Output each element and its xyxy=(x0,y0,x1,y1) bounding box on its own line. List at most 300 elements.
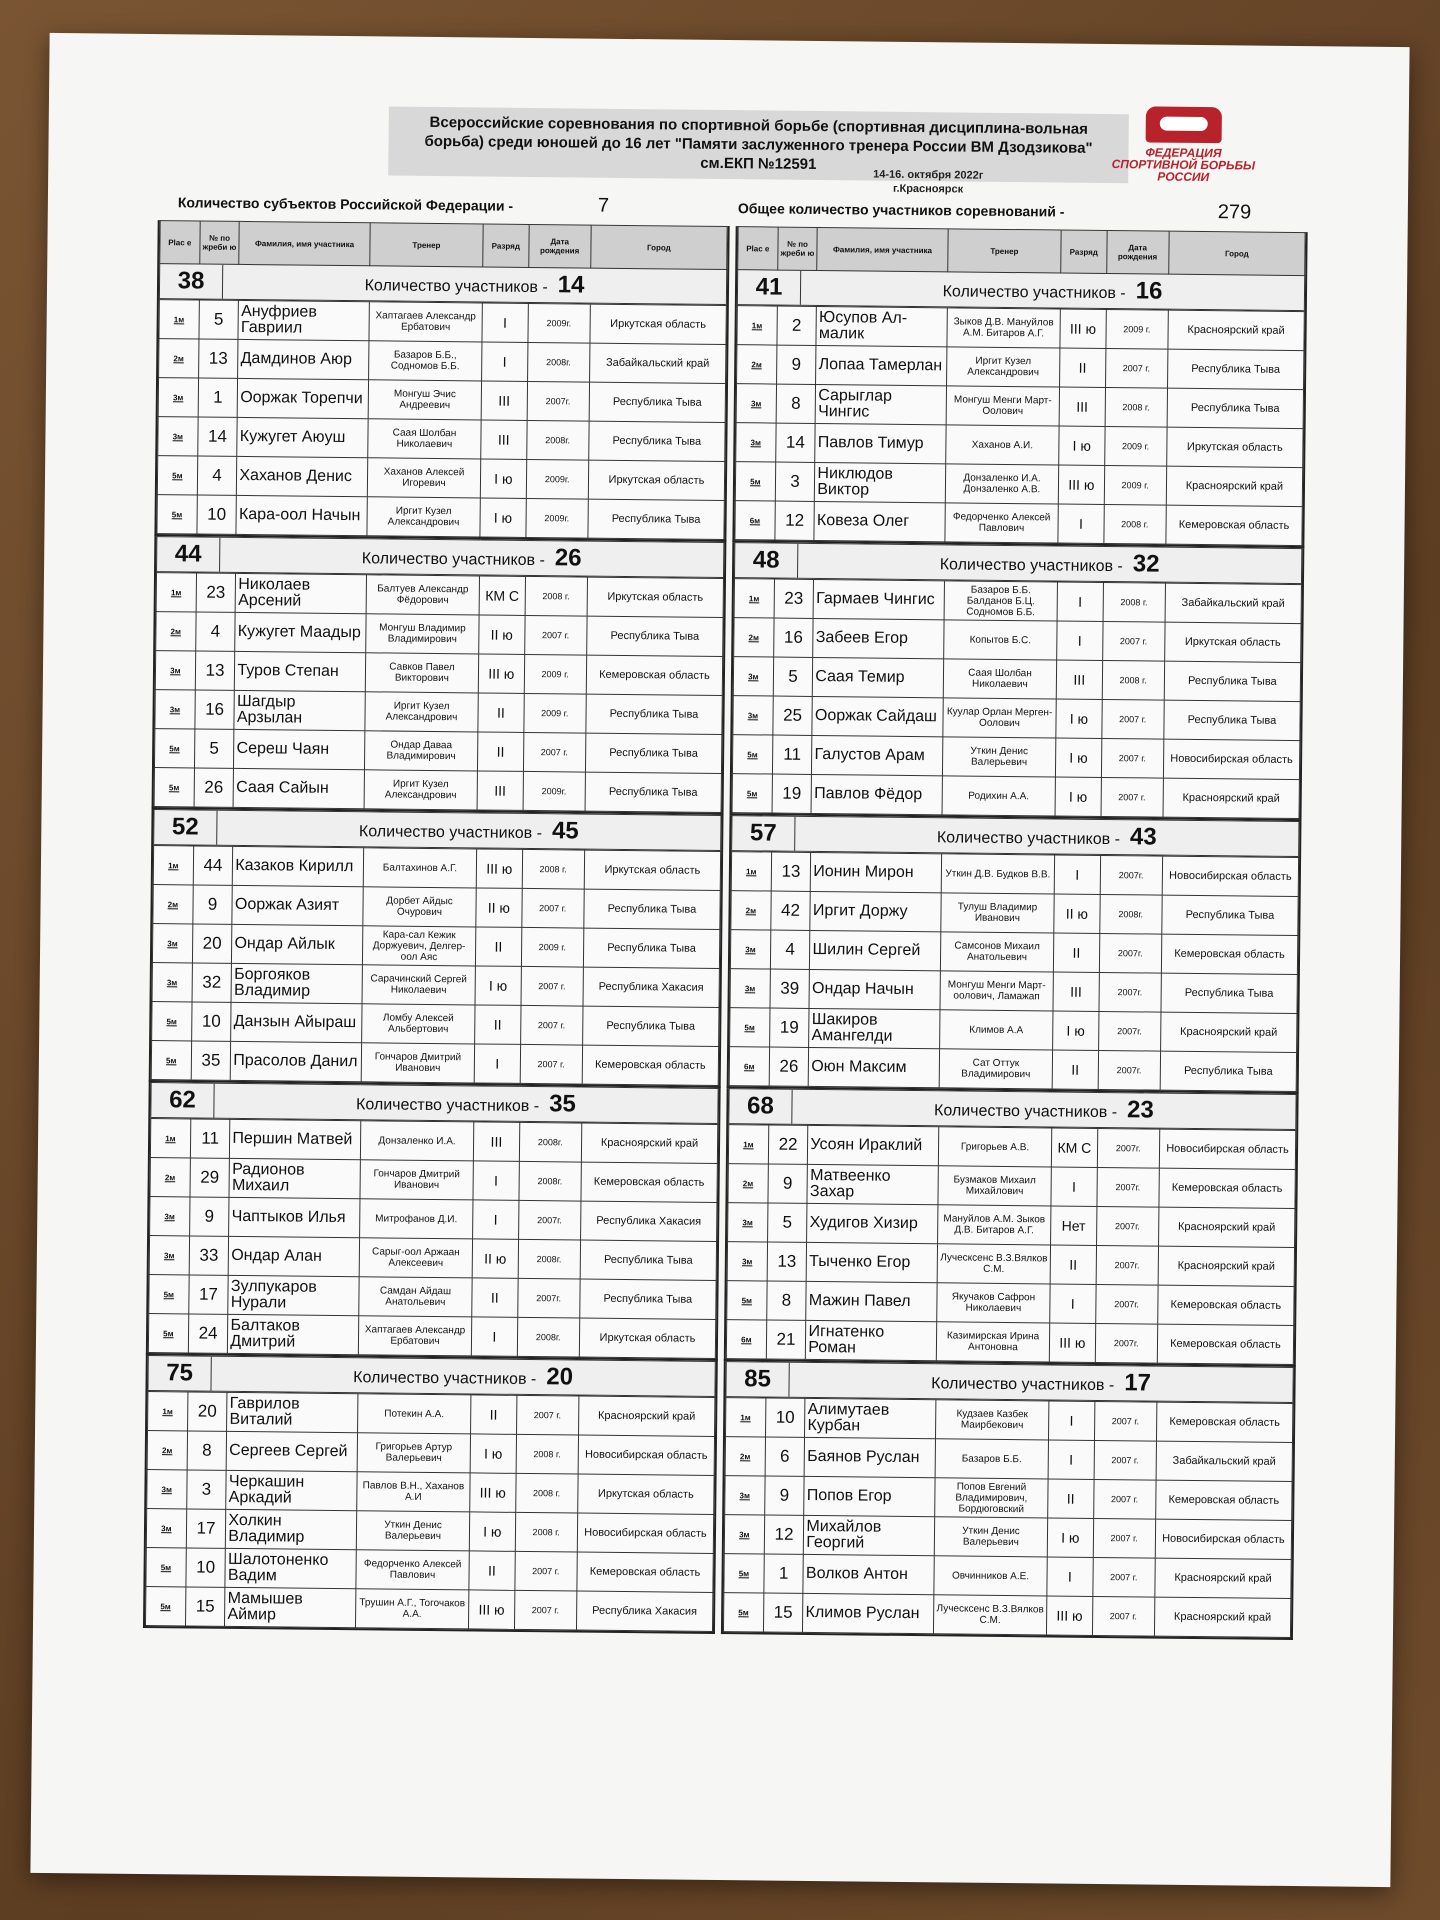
city-cell: Новосибирская область xyxy=(578,1435,715,1475)
birth-date-cell: 2009 г. xyxy=(1104,426,1167,466)
city-cell: Кемеровская область xyxy=(1156,1480,1293,1520)
draw-number-cell: 35 xyxy=(191,1041,231,1080)
rank-cell: II ю xyxy=(1054,894,1100,933)
city-cell: Республика Тыва xyxy=(585,772,722,812)
participants-count-value: 32 xyxy=(1132,550,1160,578)
count-label: Количество участников - xyxy=(361,550,545,570)
draw-number-cell: 6 xyxy=(765,1437,805,1476)
table-row xyxy=(153,885,720,930)
coach-cell: Монгуш Менги Март-оолович, Ламажап xyxy=(940,971,1054,1011)
city-cell: Республика Тыва xyxy=(1160,1051,1297,1091)
city-cell: Иркутская область xyxy=(584,850,721,890)
table-header-row xyxy=(160,221,727,270)
birth-date-cell: 2008 г. xyxy=(515,1512,578,1552)
table-row xyxy=(159,300,726,345)
rank-cell: II xyxy=(1052,1050,1098,1089)
draw-number-cell: 17 xyxy=(188,1275,228,1314)
draw-number-cell: 19 xyxy=(772,774,812,813)
place-cell: 5м xyxy=(723,1593,763,1632)
city-cell: Кемеровская область xyxy=(577,1552,714,1592)
place-cell: 1м xyxy=(734,579,774,618)
city-cell: Кемеровская область xyxy=(586,655,723,695)
coach-cell: Уткин Д.В. Будков В.В. xyxy=(941,854,1055,894)
subjects-count xyxy=(177,194,610,217)
category-header-cell xyxy=(159,264,726,306)
weight-class: 62 xyxy=(151,1083,214,1118)
category-header xyxy=(160,264,726,305)
draw-number-cell: 12 xyxy=(775,501,815,540)
city-cell: Кемеровская область xyxy=(1157,1324,1294,1364)
results-sheet xyxy=(30,33,1409,1887)
place-cell: 1м xyxy=(159,300,199,339)
table-row xyxy=(731,891,1298,936)
weight-category-block xyxy=(149,809,724,1088)
place-cell: 2м xyxy=(156,612,196,651)
rank-cell: II xyxy=(469,1551,515,1590)
coach-cell: Саая Шолбан Николаевич xyxy=(368,419,482,459)
athlete-name-cell: Балтаков Дмитрий xyxy=(228,1314,359,1354)
city-cell: Новосибирская область xyxy=(577,1513,714,1553)
participants-count-label xyxy=(801,274,1304,307)
rank-cell: II xyxy=(471,1395,517,1434)
table-row xyxy=(723,1593,1290,1638)
coach-cell: Донзаленко И.А. xyxy=(360,1121,474,1161)
athlete-name-cell: Ооржак Сайдаш xyxy=(812,696,943,736)
table-row xyxy=(159,339,726,384)
table-row xyxy=(737,306,1304,351)
table-row xyxy=(147,1431,714,1476)
place-cell: 3м xyxy=(725,1476,765,1515)
city-cell: Республика Тыва xyxy=(1164,661,1301,701)
city-cell: Кемеровская область xyxy=(1161,934,1298,974)
place-cell: 1м xyxy=(150,1119,190,1158)
athlete-name-cell: Михайлов Георгий xyxy=(804,1515,935,1555)
city-cell: Иркутская область xyxy=(587,577,724,617)
coach-cell: Федорченко Алексей Павлович xyxy=(356,1550,470,1590)
coach-cell: Монгуш Владимир Владимирович xyxy=(365,614,479,654)
birth-date-cell: 2007 г. xyxy=(516,1395,579,1435)
birth-date-cell: 2007 г. xyxy=(1101,699,1164,739)
table-row xyxy=(152,963,719,1008)
coach-cell: Гончаров Дмитрий Иванович xyxy=(360,1160,474,1200)
city-cell: Иркутская область xyxy=(579,1318,716,1358)
rank-cell: III ю xyxy=(1060,309,1106,348)
coach-cell: Хаптагаев Александр Ербатович xyxy=(358,1316,472,1356)
birth-date-cell: 2007 г. xyxy=(521,888,584,928)
coach-cell: Казимирская Ирина Антоновна xyxy=(936,1322,1050,1362)
rank-cell: I ю xyxy=(1053,1011,1099,1050)
place-cell: 3м xyxy=(150,1197,190,1236)
draw-number-cell: 14 xyxy=(197,417,237,456)
birth-date-cell: 2007 г. xyxy=(1094,1401,1157,1441)
rank-cell: II xyxy=(1060,348,1106,387)
table-row xyxy=(726,1320,1293,1365)
weight-category-block xyxy=(732,226,1307,548)
place-cell: 3м xyxy=(152,963,192,1002)
athlete-name-cell: Радионов Михаил xyxy=(229,1158,360,1198)
draw-number-cell: 23 xyxy=(196,573,236,612)
draw-number-cell: 14 xyxy=(775,423,815,462)
coach-cell: Павлов В.Н., Хаханов А.И xyxy=(356,1472,470,1512)
draw-number-cell: 29 xyxy=(190,1158,230,1197)
birth-date-cell: 2008 г. xyxy=(516,1434,579,1474)
rank-cell: III xyxy=(1059,387,1105,426)
rank-cell: I ю xyxy=(475,966,521,1005)
place-cell: 3м xyxy=(155,690,195,729)
athlete-name-cell: Кара-оол Начын xyxy=(236,495,367,535)
rank-cell: III ю xyxy=(470,1473,516,1512)
birth-date-cell: 2009г. xyxy=(526,459,589,499)
place-cell: 5м xyxy=(148,1314,188,1353)
coach-cell: Попов Евгений Владимирович, Бордюговский xyxy=(934,1478,1048,1518)
rank-cell: III ю xyxy=(478,654,524,693)
coach-cell: Иргит Кузел Александрович xyxy=(365,692,479,732)
table-row xyxy=(145,1587,712,1632)
category-header xyxy=(729,1089,1295,1130)
athlete-name-cell: Юсупов Ал-малик xyxy=(816,306,947,346)
birth-date-cell: 2008 г. xyxy=(522,849,585,889)
event-dates: 14-16. октября 2022г xyxy=(873,168,984,182)
table-row xyxy=(153,846,720,891)
city-cell: Республика Тыва xyxy=(589,382,726,422)
category-header xyxy=(154,810,720,851)
category-header xyxy=(735,543,1301,584)
place-cell: 3м xyxy=(158,417,198,456)
table-row xyxy=(736,384,1303,429)
column-header: № по жреби ю xyxy=(199,221,239,264)
city-cell: Красноярский край xyxy=(578,1396,715,1436)
city-cell: Забайкальский край xyxy=(1165,583,1302,623)
athlete-name-cell: Ионин Мирон xyxy=(811,852,942,892)
table-row xyxy=(149,1236,716,1281)
coach-cell: Базаров Б.Б. Балданов Б.Ц. Содномов Б.Б. xyxy=(944,581,1058,621)
count-label: Количество участников - xyxy=(353,1369,537,1389)
city-cell: Красноярский край xyxy=(1155,1558,1292,1598)
draw-number-cell: 5 xyxy=(199,300,239,339)
participants-count-label xyxy=(211,1360,714,1393)
table-row xyxy=(154,729,721,774)
place-cell: 3м xyxy=(724,1515,764,1554)
table-row xyxy=(724,1554,1291,1599)
count-label: Количество участников - xyxy=(942,283,1126,303)
coach-cell: Кудзаев Казбек Маирбекович xyxy=(935,1400,1049,1440)
birth-date-cell: 2007 г. xyxy=(1102,621,1165,661)
place-cell: 5м xyxy=(154,729,194,768)
athlete-name-cell: Прасолов Данил xyxy=(231,1041,362,1081)
table-row xyxy=(730,969,1297,1014)
place-cell: 3м xyxy=(149,1236,189,1275)
city-cell: Кемеровская область xyxy=(1166,505,1303,545)
birth-date-cell: 2007 г. xyxy=(1105,349,1168,389)
draw-number-cell: 5 xyxy=(194,729,234,768)
weight-class: 48 xyxy=(735,543,798,578)
coach-cell: Донзаленко И.А. Донзаленко А.В. xyxy=(945,464,1059,504)
birth-date-cell: 2008г. xyxy=(517,1317,580,1357)
place-cell: 3м xyxy=(728,1203,768,1242)
birth-date-cell: 2007 г. xyxy=(524,615,587,655)
birth-date-cell: 2009г. xyxy=(527,303,590,343)
participants-count-value: 16 xyxy=(1135,277,1163,305)
coach-cell: Монгуш Эчис Андреевич xyxy=(368,380,482,420)
birth-date-cell: 2007г. xyxy=(1098,1011,1161,1051)
place-cell: 5м xyxy=(157,456,197,495)
category-header-cell xyxy=(151,1083,718,1125)
count-label: Количество участников - xyxy=(358,823,543,843)
city-cell: Кемеровская область xyxy=(1156,1402,1293,1442)
rank-cell: I xyxy=(1057,621,1103,660)
coach-cell: Кара-сал Кежик Доржуевич, Делгер-оол Аяс xyxy=(362,926,476,966)
city-cell: Красноярский край xyxy=(1158,1207,1295,1247)
rank-cell: I xyxy=(473,1161,519,1200)
city-cell: Республика Тыва xyxy=(586,694,723,734)
city-cell: Республика Тыва xyxy=(584,889,721,929)
draw-number-cell: 1 xyxy=(198,378,238,417)
athlete-name-cell: Баянов Руслан xyxy=(804,1437,935,1477)
logo-text: ФЕДЕРАЦИЯ СПОРТИВНОЙ БОРЬБЫ РОССИИ xyxy=(1111,145,1256,185)
birth-date-cell: 2008г. xyxy=(526,420,589,460)
rank-cell: I xyxy=(1049,1401,1095,1440)
table-row xyxy=(725,1476,1292,1521)
subjects-label: Количество субъектов Российской Федерации - xyxy=(177,194,514,214)
coach-cell: Самдан Айдаш Анатольевич xyxy=(359,1277,473,1317)
draw-number-cell: 26 xyxy=(769,1047,809,1086)
rank-cell: I xyxy=(472,1317,518,1356)
city-cell: Красноярский край xyxy=(1163,778,1300,818)
athlete-name-cell: Сарыглар Чингис xyxy=(815,384,946,424)
coach-cell: Бузмаков Михаил Михайлович xyxy=(938,1166,1052,1206)
athlete-name-cell: Данзын Айыраш xyxy=(231,1002,362,1042)
birth-date-cell: 2008г. xyxy=(518,1239,581,1279)
birth-date-cell: 2007г. xyxy=(1096,1245,1159,1285)
results-table xyxy=(726,1088,1297,1365)
count-label: Количество участников - xyxy=(931,1375,1115,1395)
count-label: Количество участников - xyxy=(939,556,1123,576)
place-cell: 2м xyxy=(153,885,193,924)
rank-cell: II xyxy=(476,927,522,966)
rank-cell: I ю xyxy=(1056,738,1102,777)
city-cell: Республика Тыва xyxy=(1167,349,1304,389)
birth-date-cell: 2008 г. xyxy=(1103,582,1166,622)
place-cell: 6м xyxy=(729,1047,769,1086)
draw-number-cell: 44 xyxy=(193,846,233,885)
table-row xyxy=(148,1314,715,1359)
place-cell: 2м xyxy=(728,1164,768,1203)
athlete-name-cell: Першин Матвей xyxy=(230,1119,361,1159)
table-row xyxy=(733,657,1300,702)
city-cell: Кемеровская область xyxy=(1159,1168,1296,1208)
birth-date-cell: 2009 г. xyxy=(1105,310,1168,350)
draw-number-cell: 9 xyxy=(764,1476,804,1515)
city-cell: Кемеровская область xyxy=(581,1162,718,1202)
city-cell: Республика Тыва xyxy=(583,928,720,968)
coach-cell: Уткин Денис Валерьевич xyxy=(356,1511,470,1551)
place-cell: 2м xyxy=(737,345,777,384)
coach-cell: Копытов Б.С. xyxy=(943,620,1057,660)
place-cell: 5м xyxy=(149,1275,189,1314)
city-cell: Новосибирская область xyxy=(1155,1519,1292,1559)
draw-number-cell: 32 xyxy=(192,963,232,1002)
draw-number-cell: 33 xyxy=(189,1236,229,1275)
table-row xyxy=(730,930,1297,975)
athlete-name-cell: Лопаа Тамерлан xyxy=(816,345,947,385)
participants-count xyxy=(737,200,1252,224)
city-cell: Республика Тыва xyxy=(589,421,726,461)
rank-cell: II xyxy=(1050,1245,1096,1284)
rank-cell: I xyxy=(1047,1557,1093,1596)
birth-date-cell: 2007г. xyxy=(527,381,590,421)
weight-class: 44 xyxy=(157,537,220,572)
coach-cell: Зыков Д.В. Мануйлов А.М. Битаров А.Г. xyxy=(947,308,1061,348)
coach-cell: Монгуш Менги Март-Оолович xyxy=(946,386,1060,426)
athlete-name-cell: Оюн Максим xyxy=(809,1047,940,1087)
participants-count-value: 45 xyxy=(551,817,579,845)
birth-date-cell: 2008 г. xyxy=(525,576,588,616)
birth-date-cell: 2007 г. xyxy=(1092,1596,1155,1636)
participants-count-label xyxy=(798,547,1301,580)
weight-category-block xyxy=(730,542,1305,821)
draw-number-cell: 9 xyxy=(776,345,816,384)
weight-category-block xyxy=(727,815,1302,1094)
place-cell: 3м xyxy=(730,969,770,1008)
column-header: Фамилия, имя участника xyxy=(239,221,370,265)
coach-cell: Родихин А.А. xyxy=(942,776,1056,816)
category-header-cell xyxy=(726,1362,1293,1404)
athlete-name-cell: Иргит Доржу xyxy=(810,891,941,931)
birth-date-cell: 2008 г. xyxy=(1102,660,1165,700)
city-cell: Иркутская область xyxy=(1167,427,1304,467)
weight-category-block xyxy=(724,1088,1299,1367)
place-cell: 2м xyxy=(150,1158,190,1197)
birth-date-cell: 2008 г. xyxy=(515,1473,578,1513)
rank-cell: III ю xyxy=(1058,465,1104,504)
category-header xyxy=(732,816,1298,857)
city-cell: Красноярский край xyxy=(581,1123,718,1163)
athlete-name-cell: Шагдыр Арзылан xyxy=(234,690,365,730)
place-cell: 3м xyxy=(146,1509,186,1548)
weight-class: 52 xyxy=(154,810,217,845)
table-row xyxy=(734,579,1301,624)
coach-cell: Базаров Б.Б. xyxy=(935,1439,1049,1479)
subjects-value: 7 xyxy=(597,194,610,217)
coach-cell: Базаров Б.Б., Содномов Б.Б. xyxy=(368,341,482,381)
coach-cell: Самсонов Михаил Анатольевич xyxy=(940,932,1054,972)
category-header-cell xyxy=(148,1356,715,1398)
participants-label: Общее количество участников соревнований - xyxy=(737,200,1065,220)
birth-date-cell: 2007г. xyxy=(1096,1167,1159,1207)
table-row xyxy=(151,1041,718,1086)
event-city: г.Красноярск xyxy=(892,182,964,196)
coach-cell: Мануйлов А.М. Зыков Д.В. Битаров А.Г. xyxy=(937,1205,1051,1245)
athlete-name-cell: Саая Темир xyxy=(813,657,944,697)
weight-class: 75 xyxy=(148,1356,211,1391)
place-cell: 5м xyxy=(152,1002,192,1041)
rank-cell: III ю xyxy=(469,1590,515,1629)
category-header-cell xyxy=(732,816,1299,858)
draw-number-cell: 4 xyxy=(770,930,810,969)
draw-number-cell: 5 xyxy=(773,657,813,696)
table-row xyxy=(737,345,1304,390)
place-cell: 2м xyxy=(147,1431,187,1470)
coach-cell: Балтуев Александр Фёдорович xyxy=(366,575,480,615)
draw-number-cell: 24 xyxy=(188,1314,228,1353)
coach-cell: Тулуш Владимир Иванович xyxy=(941,893,1055,933)
draw-number-cell: 12 xyxy=(764,1515,804,1554)
rank-cell: I ю xyxy=(1059,426,1105,465)
participants-count-label xyxy=(789,1366,1292,1399)
birth-date-cell: 2007 г. xyxy=(514,1551,577,1591)
coach-cell: Уткин Денис Валерьевич xyxy=(942,737,1056,777)
city-cell: Республика Хакасия xyxy=(580,1201,717,1241)
participants-count-value: 35 xyxy=(549,1090,577,1118)
rank-cell: I xyxy=(1057,582,1103,621)
place-cell: 5м xyxy=(146,1548,186,1587)
coach-cell: Луческсенс В.З.Вялков С.М. xyxy=(937,1244,1051,1284)
draw-number-cell: 10 xyxy=(186,1548,226,1587)
birth-date-cell: 2007г. xyxy=(1097,1128,1160,1168)
birth-date-cell: 2009г. xyxy=(525,498,588,538)
participants-count-value: 17 xyxy=(1124,1369,1152,1397)
rank-cell: КМ С xyxy=(479,576,525,615)
city-cell: Новосибирская область xyxy=(1159,1129,1296,1169)
city-cell: Красноярский край xyxy=(1166,466,1303,506)
rank-cell: II ю xyxy=(476,888,522,927)
athlete-name-cell: Усоян Ираклий xyxy=(808,1125,939,1165)
city-cell: Новосибирская область xyxy=(1163,739,1300,779)
birth-date-cell: 2008г. xyxy=(527,342,590,382)
rank-cell: I xyxy=(482,303,528,342)
athlete-name-cell: Зулпукаров Нурали xyxy=(228,1275,359,1315)
weight-category-block xyxy=(721,1361,1296,1640)
column-header: Разряд xyxy=(483,224,529,267)
birth-date-cell: 2009 г. xyxy=(523,693,586,733)
category-header xyxy=(151,1083,717,1124)
place-cell: 1м xyxy=(148,1392,188,1431)
coach-cell: Саая Шолбан Николаевич xyxy=(943,659,1057,699)
rank-cell: III xyxy=(1053,972,1099,1011)
birth-date-cell: 2007 г. xyxy=(1093,1518,1156,1558)
birth-date-cell: 2009 г. xyxy=(524,654,587,694)
city-cell: Республика Тыва xyxy=(1161,973,1298,1013)
coach-cell: Сарачинский Сергей Николаевич xyxy=(362,965,476,1005)
category-header xyxy=(726,1362,1292,1403)
athlete-name-cell: Ооржак Торепчи xyxy=(238,378,369,418)
category-header xyxy=(157,537,723,578)
coach-cell: Климов А.А xyxy=(939,1010,1053,1050)
results-table xyxy=(734,226,1305,546)
rank-cell: II ю xyxy=(472,1239,518,1278)
weight-class: 38 xyxy=(160,264,223,299)
athlete-name-cell: Попов Егор xyxy=(804,1476,935,1516)
place-cell: 5м xyxy=(732,774,772,813)
table-row xyxy=(149,1275,716,1320)
draw-number-cell: 1 xyxy=(764,1554,804,1593)
table-row xyxy=(156,612,723,657)
place-cell: 3м xyxy=(155,651,195,690)
table-row xyxy=(734,618,1301,663)
coach-cell: Григорьев А.В. xyxy=(938,1127,1052,1167)
column-header: Дата рождения xyxy=(1106,231,1169,275)
place-cell: 5м xyxy=(730,1008,770,1047)
draw-number-cell: 13 xyxy=(767,1242,807,1281)
place-cell: 3м xyxy=(730,930,770,969)
rank-cell: III ю xyxy=(1049,1323,1095,1362)
rank-cell: I xyxy=(474,1044,520,1083)
birth-date-cell: 2008г. xyxy=(1099,894,1162,934)
draw-number-cell: 3 xyxy=(775,462,815,501)
birth-date-cell: 2007г. xyxy=(1099,933,1162,973)
place-cell: 5м xyxy=(151,1041,191,1080)
draw-number-cell: 9 xyxy=(193,885,233,924)
